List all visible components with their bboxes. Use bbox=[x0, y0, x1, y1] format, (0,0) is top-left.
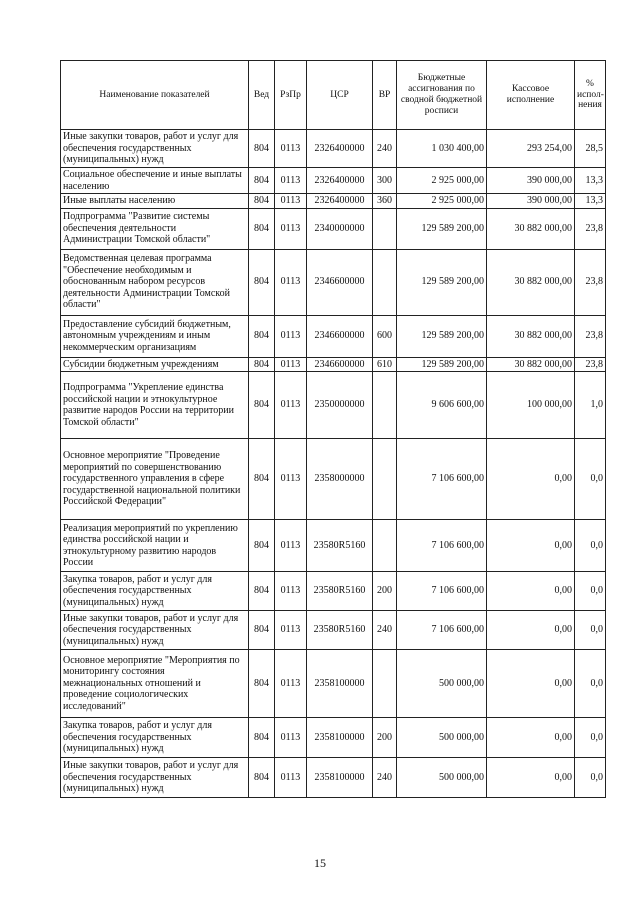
cell-csr: 23580R5160 bbox=[307, 572, 373, 611]
cell-csr: 2326400000 bbox=[307, 194, 373, 209]
cell-rzpr: 0113 bbox=[275, 315, 307, 357]
cell-pct: 13,3 bbox=[575, 194, 606, 209]
cell-plan: 500 000,00 bbox=[397, 650, 487, 718]
cell-csr: 2326400000 bbox=[307, 168, 373, 194]
cell-vr bbox=[373, 439, 397, 520]
cell-plan: 2 925 000,00 bbox=[397, 194, 487, 209]
cell-fact: 0,00 bbox=[487, 572, 575, 611]
cell-pct: 1,0 bbox=[575, 372, 606, 439]
cell-plan: 7 106 600,00 bbox=[397, 520, 487, 572]
cell-csr: 2346600000 bbox=[307, 249, 373, 315]
cell-ved: 804 bbox=[249, 168, 275, 194]
table-body bbox=[61, 130, 606, 798]
cell-ved: 804 bbox=[249, 130, 275, 168]
cell-csr: 2326400000 bbox=[307, 130, 373, 168]
cell-ved: 804 bbox=[249, 315, 275, 357]
header-csr: ЦСР bbox=[307, 61, 373, 130]
cell-vr bbox=[373, 372, 397, 439]
cell-name: Предоставление субсидий бюджетным, автономным учреждениям и иным некоммерческим организациям bbox=[61, 315, 249, 357]
cell-rzpr: 0113 bbox=[275, 572, 307, 611]
cell-vr bbox=[373, 650, 397, 718]
cell-pct: 0,0 bbox=[575, 758, 606, 798]
cell-ved: 804 bbox=[249, 520, 275, 572]
cell-vr bbox=[373, 249, 397, 315]
page-number: 15 bbox=[314, 856, 326, 870]
budget-table bbox=[60, 60, 606, 798]
cell-vr: 600 bbox=[373, 315, 397, 357]
cell-vr bbox=[373, 208, 397, 249]
cell-name: Основное мероприятие "Мероприятия по мониторингу состояния межнациональных отношений и проведение социологических исследований" bbox=[61, 650, 249, 718]
cell-rzpr: 0113 bbox=[275, 208, 307, 249]
cell-rzpr: 0113 bbox=[275, 758, 307, 798]
cell-ved: 804 bbox=[249, 194, 275, 209]
cell-rzpr: 0113 bbox=[275, 611, 307, 650]
cell-name: Основное мероприятие "Проведение мероприятий по совершенствованию государственного управления в сфере государственной национальной политики Российской Федерации" bbox=[61, 439, 249, 520]
cell-name: Реализация мероприятий по укреплению единства российской нации и этнокультурному развитию народов России bbox=[61, 520, 249, 572]
cell-ved: 804 bbox=[249, 718, 275, 758]
header-vr: ВР bbox=[373, 61, 397, 130]
cell-rzpr: 0113 bbox=[275, 194, 307, 209]
cell-name: Подпрограмма "Укрепление единства российской нации и этнокультурное развитие народов России на территории Томской области" bbox=[61, 372, 249, 439]
cell-vr: 610 bbox=[373, 357, 397, 372]
cell-rzpr: 0113 bbox=[275, 168, 307, 194]
cell-rzpr: 0113 bbox=[275, 650, 307, 718]
table-row bbox=[61, 758, 606, 798]
cell-vr: 300 bbox=[373, 168, 397, 194]
cell-vr: 200 bbox=[373, 572, 397, 611]
cell-ved: 804 bbox=[249, 357, 275, 372]
cell-pct: 0,0 bbox=[575, 572, 606, 611]
cell-plan: 500 000,00 bbox=[397, 758, 487, 798]
cell-csr: 2346600000 bbox=[307, 315, 373, 357]
cell-name: Подпрограмма "Развитие системы обеспечения деятельности Администрации Томской области" bbox=[61, 208, 249, 249]
cell-fact: 30 882 000,00 bbox=[487, 208, 575, 249]
cell-name: Иные закупки товаров, работ и услуг для обеспечения государственных (муниципальных) нужд bbox=[61, 611, 249, 650]
cell-pct: 0,0 bbox=[575, 520, 606, 572]
cell-pct: 0,0 bbox=[575, 611, 606, 650]
cell-fact: 0,00 bbox=[487, 520, 575, 572]
table-row bbox=[61, 572, 606, 611]
table-row bbox=[61, 611, 606, 650]
cell-plan: 7 106 600,00 bbox=[397, 439, 487, 520]
table-row bbox=[61, 208, 606, 249]
table-row bbox=[61, 520, 606, 572]
header-fact: Кассовое исполнение bbox=[487, 61, 575, 130]
header-rzpr: РзПр bbox=[275, 61, 307, 130]
table-row bbox=[61, 315, 606, 357]
cell-rzpr: 0113 bbox=[275, 357, 307, 372]
cell-name: Иные закупки товаров, работ и услуг для обеспечения государственных (муниципальных) нужд bbox=[61, 758, 249, 798]
table-row bbox=[61, 168, 606, 194]
cell-vr: 360 bbox=[373, 194, 397, 209]
table-row bbox=[61, 357, 606, 372]
cell-pct: 0,0 bbox=[575, 650, 606, 718]
cell-name: Социальное обеспечение и иные выплаты населению bbox=[61, 168, 249, 194]
cell-pct: 0,0 bbox=[575, 439, 606, 520]
cell-name: Иные закупки товаров, работ и услуг для обеспечения государственных (муниципальных) нужд bbox=[61, 130, 249, 168]
cell-plan: 7 106 600,00 bbox=[397, 611, 487, 650]
cell-plan: 129 589 200,00 bbox=[397, 208, 487, 249]
cell-fact: 30 882 000,00 bbox=[487, 357, 575, 372]
cell-name: Субсидии бюджетным учреждениям bbox=[61, 357, 249, 372]
cell-fact: 0,00 bbox=[487, 439, 575, 520]
cell-pct: 13,3 bbox=[575, 168, 606, 194]
cell-rzpr: 0113 bbox=[275, 718, 307, 758]
cell-pct: 23,8 bbox=[575, 357, 606, 372]
cell-fact: 390 000,00 bbox=[487, 168, 575, 194]
table-row bbox=[61, 650, 606, 718]
cell-pct: 23,8 bbox=[575, 208, 606, 249]
cell-fact: 0,00 bbox=[487, 718, 575, 758]
cell-name: Закупка товаров, работ и услуг для обеспечения государственных (муниципальных) нужд bbox=[61, 572, 249, 611]
cell-fact: 0,00 bbox=[487, 650, 575, 718]
cell-rzpr: 0113 bbox=[275, 520, 307, 572]
cell-plan: 7 106 600,00 bbox=[397, 572, 487, 611]
table-row bbox=[61, 194, 606, 209]
table-header-row bbox=[61, 61, 606, 130]
header-pct: % испол-нения bbox=[575, 61, 606, 130]
cell-pct: 23,8 bbox=[575, 315, 606, 357]
cell-csr: 2358000000 bbox=[307, 439, 373, 520]
cell-plan: 129 589 200,00 bbox=[397, 357, 487, 372]
table-row bbox=[61, 439, 606, 520]
cell-rzpr: 0113 bbox=[275, 130, 307, 168]
table-row bbox=[61, 249, 606, 315]
cell-ved: 804 bbox=[249, 249, 275, 315]
cell-ved: 804 bbox=[249, 208, 275, 249]
cell-csr: 2346600000 bbox=[307, 357, 373, 372]
cell-fact: 0,00 bbox=[487, 611, 575, 650]
cell-ved: 804 bbox=[249, 758, 275, 798]
cell-csr: 2340000000 bbox=[307, 208, 373, 249]
cell-ved: 804 bbox=[249, 439, 275, 520]
cell-name: Иные выплаты населению bbox=[61, 194, 249, 209]
cell-pct: 28,5 bbox=[575, 130, 606, 168]
cell-csr: 23580R5160 bbox=[307, 611, 373, 650]
cell-csr: 2358100000 bbox=[307, 718, 373, 758]
cell-csr: 2350000000 bbox=[307, 372, 373, 439]
cell-plan: 500 000,00 bbox=[397, 718, 487, 758]
cell-plan: 2 925 000,00 bbox=[397, 168, 487, 194]
cell-pct: 23,8 bbox=[575, 249, 606, 315]
cell-fact: 30 882 000,00 bbox=[487, 315, 575, 357]
cell-vr: 240 bbox=[373, 611, 397, 650]
cell-vr bbox=[373, 520, 397, 572]
cell-csr: 2358100000 bbox=[307, 650, 373, 718]
header-plan: Бюджетные ассигнования по сводной бюджетной росписи bbox=[397, 61, 487, 130]
cell-plan: 1 030 400,00 bbox=[397, 130, 487, 168]
cell-plan: 9 606 600,00 bbox=[397, 372, 487, 439]
cell-ved: 804 bbox=[249, 372, 275, 439]
cell-rzpr: 0113 bbox=[275, 439, 307, 520]
cell-fact: 30 882 000,00 bbox=[487, 249, 575, 315]
table-row bbox=[61, 372, 606, 439]
cell-pct: 0,0 bbox=[575, 718, 606, 758]
cell-rzpr: 0113 bbox=[275, 249, 307, 315]
cell-csr: 2358100000 bbox=[307, 758, 373, 798]
cell-vr: 240 bbox=[373, 130, 397, 168]
cell-fact: 293 254,00 bbox=[487, 130, 575, 168]
cell-ved: 804 bbox=[249, 611, 275, 650]
header-ved: Вед bbox=[249, 61, 275, 130]
cell-name: Закупка товаров, работ и услуг для обеспечения государственных (муниципальных) нужд bbox=[61, 718, 249, 758]
cell-vr: 200 bbox=[373, 718, 397, 758]
cell-fact: 390 000,00 bbox=[487, 194, 575, 209]
cell-vr: 240 bbox=[373, 758, 397, 798]
cell-plan: 129 589 200,00 bbox=[397, 249, 487, 315]
cell-fact: 0,00 bbox=[487, 758, 575, 798]
header-name: Наименование показателей bbox=[61, 61, 249, 130]
cell-fact: 100 000,00 bbox=[487, 372, 575, 439]
cell-name: Ведомственная целевая программа "Обеспечение необходимым и обоснованным набором ресурсов деятельности Администрации Томской области" bbox=[61, 249, 249, 315]
table-row bbox=[61, 718, 606, 758]
cell-ved: 804 bbox=[249, 650, 275, 718]
cell-csr: 23580R5160 bbox=[307, 520, 373, 572]
cell-rzpr: 0113 bbox=[275, 372, 307, 439]
cell-plan: 129 589 200,00 bbox=[397, 315, 487, 357]
cell-ved: 804 bbox=[249, 572, 275, 611]
table-row bbox=[61, 130, 606, 168]
